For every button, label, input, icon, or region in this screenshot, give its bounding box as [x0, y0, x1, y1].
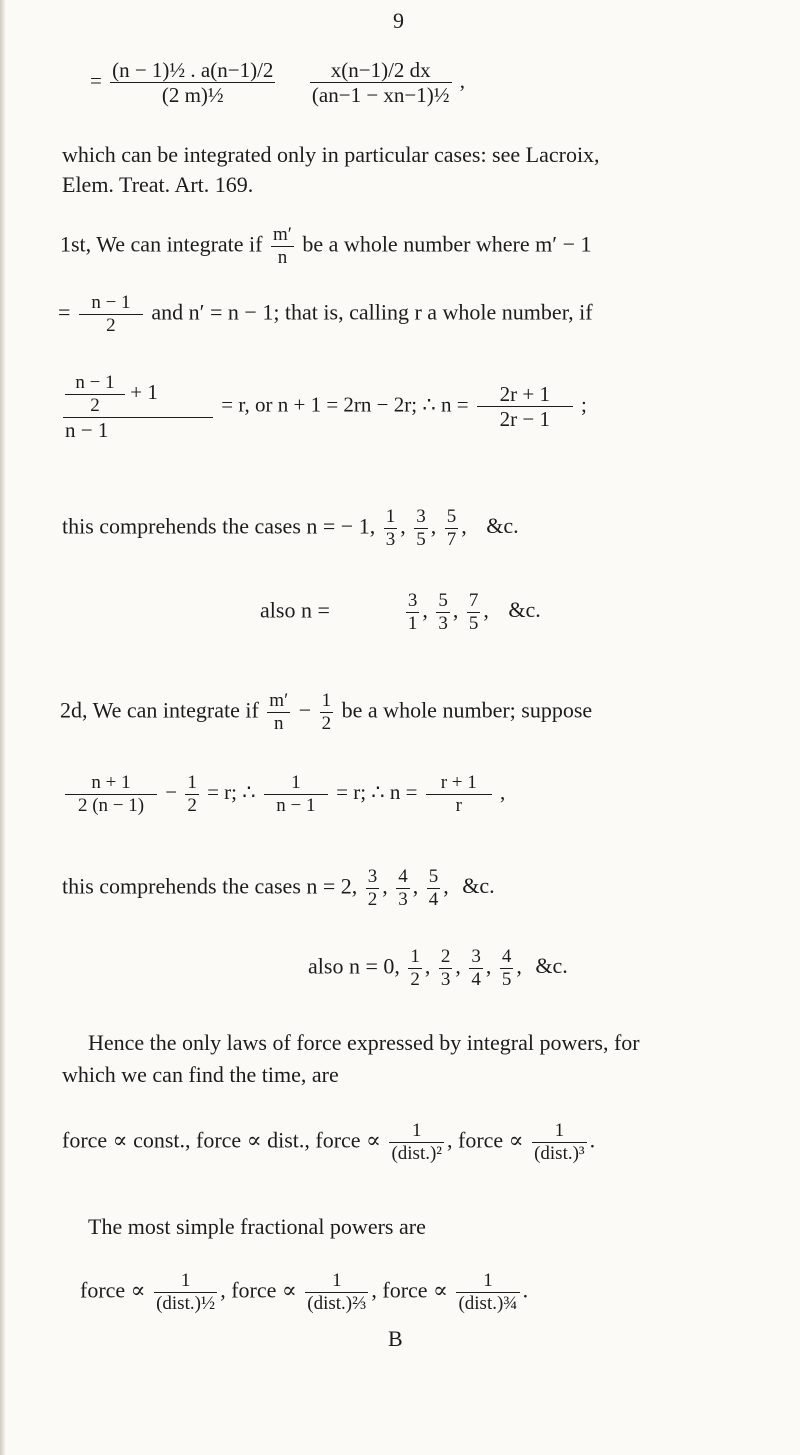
fraction-dist-half: [154, 1270, 217, 1315]
fraction-numerator: n − 1: [79, 292, 143, 315]
fraction-numerator: n − 1: [65, 372, 125, 395]
etc-label: &c.: [535, 953, 568, 979]
fraction-one-half: [320, 690, 334, 735]
text: also n =: [260, 597, 330, 623]
text: force ∝: [80, 1277, 146, 1303]
text: this comprehends the cases n = − 1,: [62, 513, 376, 539]
fraction-2r-plus-1-over-2r-minus-1: [477, 382, 573, 431]
fraction-denominator: n − 1: [65, 417, 109, 442]
text: 1st, We can integrate if: [60, 231, 263, 257]
paragraph-line: The most simple fractional powers are: [88, 1214, 426, 1239]
fraction-n-minus-1-over-2: [79, 292, 143, 337]
fraction-numerator: x(n−1)/2 dx: [310, 58, 452, 83]
page-binding-shadow: [0, 0, 6, 1455]
top-equation: [90, 58, 465, 107]
fraction-denominator: 2r − 1: [499, 407, 550, 432]
text: be a whole number; suppose: [341, 697, 593, 723]
fraction-7-5: [467, 590, 481, 635]
fraction-numerator: 4: [398, 866, 408, 887]
fraction-5-3: [436, 590, 450, 635]
fraction-numerator: 1: [389, 1120, 444, 1143]
fraction-denominator: 5: [416, 528, 426, 550]
signature-mark: B: [388, 1326, 403, 1351]
case2-also: also n = 0, $\frac{1}{2}$ , $\frac{2}{3}$ , $\frac{3}{4}$ , $\frac{4}{5}$ , &c.: [308, 946, 568, 990]
fraction-denominator: 2: [90, 394, 100, 416]
text: = r, or n + 1 = 2rn − 2r; ∴ n =: [221, 392, 469, 417]
equals-sign: =: [58, 299, 71, 325]
fraction-denominator: 3: [440, 968, 451, 990]
punctuation: ;: [581, 392, 587, 417]
fraction-numerator: 3: [471, 946, 481, 967]
fraction-numerator: m′: [272, 224, 292, 245]
fraction-denominator: (dist.)²: [391, 1142, 442, 1164]
fraction-denominator: 2: [410, 968, 420, 990]
fraction-one-half: [185, 772, 199, 817]
fraction-denominator: 5: [501, 968, 512, 990]
fraction-4-3: [396, 866, 410, 911]
fraction-denominator: (2 m)½: [161, 83, 224, 108]
text: , force ∝: [447, 1127, 524, 1153]
fraction-numerator: 3: [367, 866, 378, 887]
page-number: 9: [393, 8, 404, 33]
case1-line2: [58, 292, 593, 337]
case2-comprehends: this comprehends the cases n = 2, $\frac{3}{2}$ , $\frac{4}{3}$ , $\frac{5}{4}$ , &c.: [62, 866, 495, 910]
fraction-numerator: 1: [321, 690, 332, 711]
fraction-numerator: r + 1: [426, 772, 492, 795]
text: force ∝: [382, 1277, 448, 1303]
fraction-numerator: 1: [385, 506, 396, 527]
fraction-numerator: 5: [438, 590, 448, 611]
fraction-numerator: 1: [305, 1270, 368, 1293]
etc-label: &c.: [508, 597, 541, 623]
fraction-2-3: [439, 946, 453, 991]
case1-line1: [60, 224, 591, 269]
fraction-denominator: n: [274, 712, 284, 734]
punctuation: ,: [459, 68, 466, 93]
top-equation-fraction-1: [110, 58, 275, 107]
fraction-n-plus-1-over-2-n-minus-1: [65, 772, 157, 817]
punctuation: ,: [220, 1277, 226, 1303]
fraction-denominator: 2: [187, 794, 197, 816]
text: this comprehends the cases n = 2,: [62, 873, 358, 899]
etc-label: &c.: [462, 873, 495, 899]
paragraph-line: which can be integrated only in particular cases: see Lacroix,: [62, 142, 600, 167]
fraction-r-plus-1-over-r: [426, 772, 492, 817]
fraction-1-3: [384, 506, 398, 551]
text: 2d, We can integrate if: [60, 697, 259, 723]
case2-equation: [62, 772, 505, 817]
fraction-5-4: [427, 866, 441, 911]
fraction-numerator: 4: [501, 946, 512, 967]
fraction-denominator: (dist.)³: [534, 1142, 585, 1164]
paragraph-line: Elem. Treat. Art. 169.: [62, 172, 254, 197]
text: + 1: [130, 380, 158, 405]
fraction-numerator: 7: [468, 590, 479, 611]
punctuation: .: [589, 1127, 596, 1153]
fraction-inverse-square: [389, 1120, 444, 1165]
fraction-dist-three-quarters: [456, 1270, 519, 1315]
fraction-numerator: 3: [416, 506, 426, 527]
text: force ∝: [231, 1277, 297, 1303]
text: = r; ∴: [207, 780, 256, 805]
case1-comprehends: this comprehends the cases n = − 1, $\frac{1}{3}$ , $\frac{3}{5}$ , $\frac{5}{7}$ , &c.: [62, 506, 519, 550]
fraction-m-over-n: [267, 690, 290, 735]
case2-line1: [60, 690, 592, 735]
fraction-denominator: (an−1 − xn−1)½: [311, 83, 450, 108]
fraction-m-over-n: [271, 224, 294, 269]
paragraph-line: which we can find the time, are: [62, 1062, 339, 1087]
fraction-4-5: [500, 946, 514, 991]
fraction-denominator: 2: [106, 314, 116, 336]
text: also n = 0,: [308, 953, 400, 979]
fraction-denominator: 4: [471, 968, 481, 990]
fraction-numerator: 1: [456, 1270, 519, 1293]
equals-sign: =: [90, 68, 102, 93]
fraction-denominator: 4: [428, 888, 439, 910]
fraction-denominator: (dist.)¾: [458, 1292, 518, 1314]
paragraph-line: Hence the only laws of force expressed by integral powers, for: [88, 1030, 640, 1055]
fraction-numerator: 5: [428, 866, 439, 887]
fraction-3-4: [469, 946, 483, 991]
fraction-denominator: 3: [398, 888, 408, 910]
compound-numerator: [63, 372, 213, 418]
fraction-denominator: r: [455, 794, 462, 816]
fraction-numerator: 1: [410, 946, 420, 967]
fractional-force-laws: [80, 1270, 528, 1315]
etc-label: &c.: [486, 513, 519, 539]
fraction-3-5: [414, 506, 428, 551]
fraction-1-2: [408, 946, 422, 991]
fraction-denominator: n − 1: [276, 794, 316, 816]
case1-equation: [60, 372, 587, 442]
fraction-numerator: m′: [269, 690, 289, 711]
fraction-denominator: 7: [446, 528, 457, 550]
fraction-numerator: 2: [440, 946, 451, 967]
text: be a whole number where m′ − 1: [302, 231, 592, 257]
fraction-3-2: [366, 866, 380, 911]
top-equation-fraction-2: [310, 58, 452, 107]
fraction-dist-two-thirds: [305, 1270, 368, 1315]
fraction-denominator: 3: [438, 612, 448, 634]
force-laws: [62, 1120, 595, 1165]
fraction-denominator: 1: [407, 612, 418, 634]
fraction-numerator: 1: [264, 772, 328, 795]
fraction-denominator: 3: [385, 528, 396, 550]
fraction-denominator: 5: [468, 612, 479, 634]
punctuation: ,: [371, 1277, 377, 1303]
fraction-3-1: [406, 590, 420, 635]
case1-also: also n = $\frac{3}{1}$ , $\frac{5}{3}$ , $\frac{7}{5}$ , &c.: [260, 590, 541, 634]
fraction-numerator: 1: [532, 1120, 587, 1143]
compound-fraction: [63, 372, 213, 442]
text: = r; ∴ n =: [336, 780, 418, 805]
fraction-numerator: 2r + 1: [477, 382, 573, 407]
inner-fraction: [65, 372, 125, 417]
fraction-numerator: 3: [407, 590, 418, 611]
fraction-numerator: n + 1: [65, 772, 157, 795]
text: force ∝ const., force ∝ dist., force ∝: [62, 1127, 381, 1153]
fraction-numerator: 5: [446, 506, 457, 527]
punctuation: .: [522, 1277, 529, 1303]
fraction-5-7: [445, 506, 459, 551]
text: and n′ = n − 1; that is, calling r a whole number, if: [151, 299, 593, 325]
fraction-numerator: (n − 1)½ . a(n−1)/2: [112, 58, 274, 82]
fraction-1-over-n-minus-1: [264, 772, 328, 817]
fraction-denominator: (dist.)⅔: [307, 1292, 367, 1314]
fraction-numerator: 1: [187, 772, 197, 793]
minus-sign: −: [165, 780, 178, 805]
fraction-denominator: (dist.)½: [156, 1292, 216, 1314]
punctuation: ,: [500, 780, 506, 805]
fraction-denominator: 2: [367, 888, 378, 910]
fraction-denominator: 2: [321, 712, 332, 734]
fraction-numerator: 1: [154, 1270, 217, 1293]
fraction-inverse-cube: [532, 1120, 587, 1165]
minus-sign: −: [298, 697, 312, 723]
fraction-denominator: 2 (n − 1): [77, 794, 145, 816]
fraction-denominator: n: [277, 246, 288, 268]
